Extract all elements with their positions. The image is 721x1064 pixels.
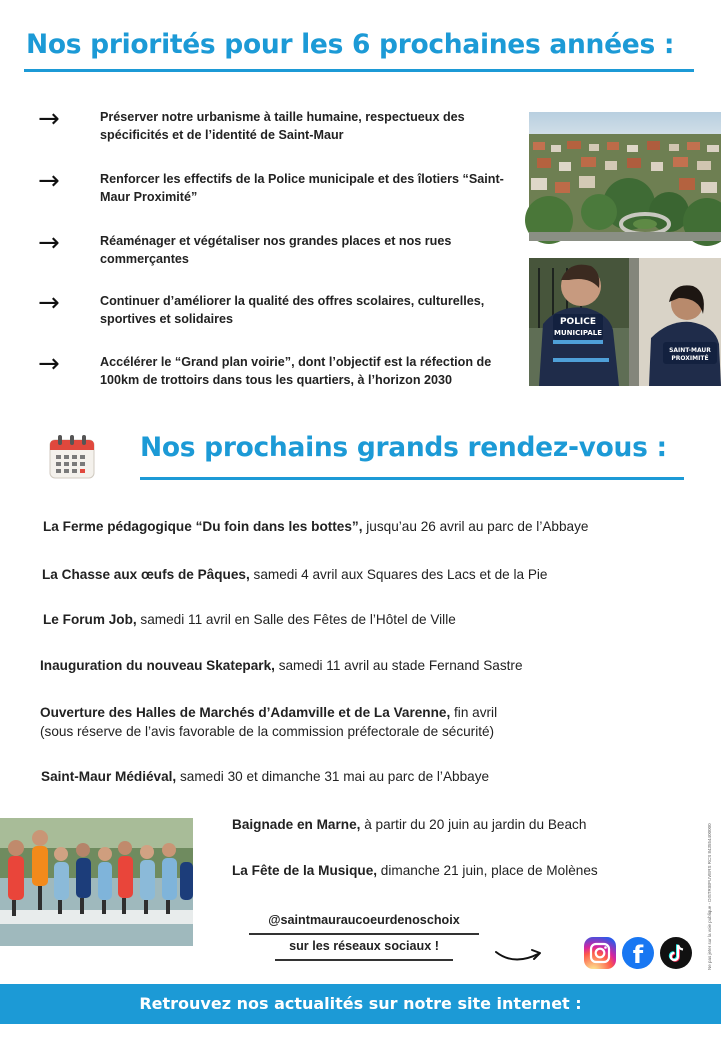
- website-link[interactable]: saintmauraucoeurdenoschoix.fr: [216, 1034, 505, 1053]
- social-handle[interactable]: @saintmauraucoeurdenoschoix: [268, 913, 460, 927]
- arrow-right-icon: →: [38, 166, 60, 196]
- event-details: samedi 11 avril en Salle des Fêtes de l’Hôtel de Ville: [136, 612, 456, 627]
- events-title: Nos prochains grands rendez-vous :: [140, 432, 667, 463]
- police-officers-photo: [529, 258, 721, 386]
- priority-text: Réaménager et végétaliser nos grandes places et nos rues commerçantes: [100, 234, 452, 266]
- legal-notice: Ne pas jeter sur la voie publique - DISTRIBPUVERS RCS 843554400000: [707, 823, 712, 970]
- event-name: Baignade en Marne,: [232, 817, 361, 832]
- event-item: [41, 767, 489, 786]
- curved-arrow-icon: [494, 944, 544, 964]
- event-item: [40, 703, 497, 741]
- event-name: La Chasse aux œufs de Pâques,: [42, 567, 250, 582]
- social-networks-text: sur les réseaux sociaux !: [289, 939, 439, 953]
- event-item: [232, 815, 586, 834]
- priority-text: Renforcer les effectifs de la Police municipale et des îlotiers “Saint-Maur Proximité”: [100, 172, 504, 204]
- police-badge-text: POLICE: [559, 317, 597, 327]
- event-name: Saint-Maur Médiéval,: [41, 769, 177, 784]
- arrow-right-icon: →: [38, 104, 60, 134]
- proximite-badge-text: PROXIMITÉ: [671, 355, 709, 362]
- tiktok-icon[interactable]: [660, 937, 692, 969]
- priority-text: Accélérer le “Grand plan voirie”, dont l’objectif est la réfection de 100km de trottoirs dans tous les quartiers, à l’horizon 2030: [100, 355, 492, 387]
- priority-text: Continuer d’améliorer la qualité des offres scolaires, culturelles, sportives et solidaires: [100, 294, 485, 326]
- event-details: samedi 11 avril au stade Fernand Sastre: [274, 658, 523, 673]
- events-title-underline: [140, 477, 684, 480]
- calendar-icon: [47, 432, 97, 480]
- proximite-badge-text: SAINT-MAUR: [669, 347, 711, 354]
- event-details: à partir du 20 juin au jardin du Beach: [360, 817, 587, 832]
- social-networks-underline: [275, 959, 453, 961]
- priorities-title-underline: [24, 69, 694, 72]
- event-item: [42, 565, 547, 584]
- footer-text: Retrouvez nos actualités sur notre site internet :: [139, 994, 582, 1013]
- river-bathing-photo: [0, 818, 193, 946]
- event-name: La Ferme pédagogique “Du foin dans les bottes”,: [43, 519, 363, 534]
- event-details: jusqu’au 26 avril au parc de l’Abbaye: [362, 519, 589, 534]
- arrow-right-icon: →: [38, 288, 60, 318]
- event-name: Ouverture des Halles de Marchés d’Adamville et de La Varenne,: [40, 705, 451, 720]
- event-details: samedi 4 avril aux Squares des Lacs et de la Pie: [249, 567, 548, 582]
- event-note: (sous réserve de l’avis favorable de la commission préfectorale de sécurité): [40, 724, 495, 739]
- priorities-title: Nos priorités pour les 6 prochaines années :: [26, 29, 675, 60]
- event-name: Inauguration du nouveau Skatepark,: [40, 658, 275, 673]
- facebook-icon[interactable]: f: [622, 937, 654, 969]
- social-handle-block: [245, 910, 483, 958]
- footer-banner: [0, 984, 721, 1053]
- event-details: samedi 30 et dimanche 31 mai au parc de l’Abbaye: [176, 769, 490, 784]
- arrow-right-icon: →: [38, 349, 60, 379]
- aerial-town-photo: [529, 112, 721, 241]
- event-details: dimanche 21 juin, place de Molènes: [377, 863, 598, 878]
- priority-text: Préserver notre urbanisme à taille humaine, respectueux des spécificités et de l’identité de Saint-Maur: [100, 110, 465, 142]
- event-name: Le Forum Job,: [43, 612, 137, 627]
- instagram-icon[interactable]: [584, 937, 616, 969]
- social-handle-underline: [249, 933, 479, 935]
- event-item: [43, 610, 456, 629]
- event-item: [232, 861, 598, 880]
- event-name: La Fête de la Musique,: [232, 863, 378, 878]
- event-item: [43, 517, 588, 536]
- arrow-right-icon: →: [38, 228, 60, 258]
- event-item: [40, 656, 523, 675]
- police-badge-text: MUNICIPALE: [553, 329, 603, 337]
- event-details: fin avril: [450, 705, 498, 720]
